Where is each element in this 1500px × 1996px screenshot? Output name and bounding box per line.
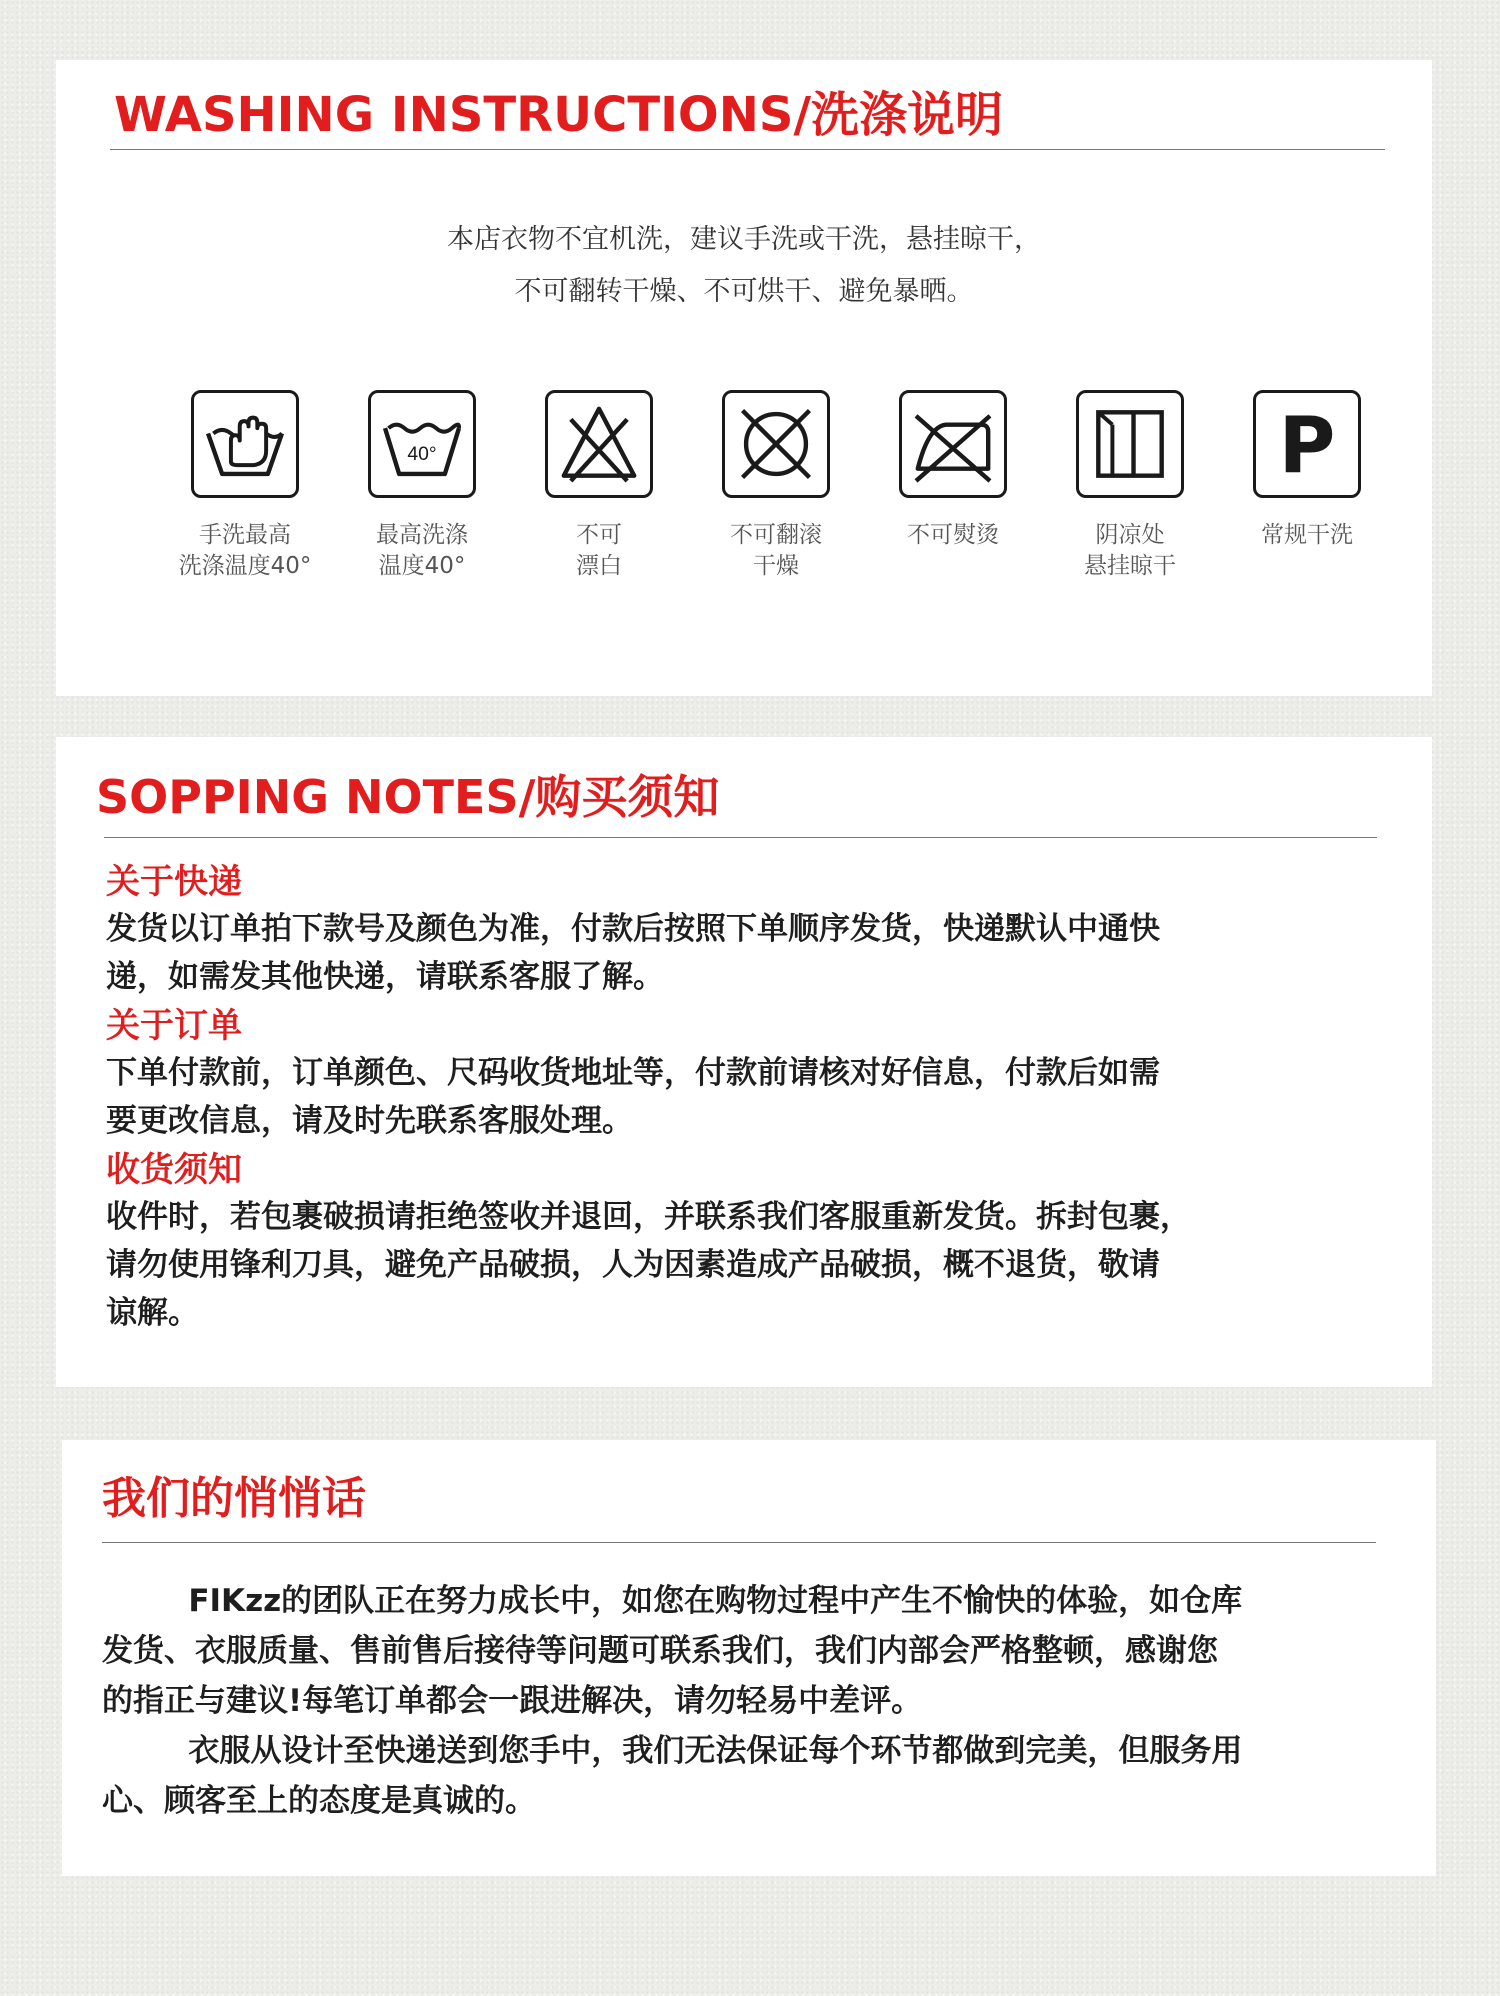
care-symbol-no-bleach (514, 390, 684, 582)
message-paragraph: FIKzz的团队正在努力成长中，如您在购物过程中产生不愉快的体验，如仓库 发货、衣服质量、售前售后接待等问题可联系我们，我们内部会严格整顿，感谢您 的指正与建议!每笔订单都会一跟进解决，请勿轻易中差评。 (102, 1583, 1243, 1719)
care-symbol-no-tumble-dry (691, 390, 861, 582)
care-symbols (56, 390, 1432, 650)
no-iron-icon (909, 400, 997, 488)
washing-intro (56, 214, 1432, 318)
care-symbol-label: 不可 漂白 (576, 522, 622, 579)
note-text-order: 下单付款前，订单颜色、尺码收货地址等，付款前请核对好信息，付款后如需 要更改信息，请及时先联系客服处理。 (106, 1055, 1160, 1139)
wash-40-icon (378, 400, 466, 488)
no-bleach-icon (555, 400, 643, 488)
note-heading-delivery: 关于快递 (106, 862, 242, 902)
note-heading-order: 关于订单 (106, 1006, 242, 1046)
message-title: 我们的悄悄话 (102, 1473, 366, 1524)
shopping-notes-body (106, 859, 1386, 1339)
intro-line: 本店衣物不宜机洗，建议手洗或干洗，悬挂晾干， (447, 224, 1041, 255)
care-symbol-no-iron (868, 390, 1038, 551)
care-symbol-label: 手洗最高 洗涤温度40° (178, 522, 312, 579)
no-tumble-dry-icon (732, 400, 820, 488)
message-paragraph: 衣服从设计至快递送到您手中，我们无法保证每个环节都做到完美，但服务用 心、顾客至上的态度是真诚的。 (102, 1733, 1243, 1819)
care-symbol-label: 不可翻滚 干燥 (730, 522, 822, 579)
care-symbol-dry-clean (1222, 390, 1392, 551)
shopping-notes-title: SOPPING NOTES/购买须知 (96, 770, 720, 824)
note-text-receiving: 收件时，若包裹破损请拒绝签收并退回，并联系我们客服重新发货。拆封包裹， 请勿使用锋利刀具，避免产品破损，人为因素造成产品破损，概不退货，敬请 谅解。 (106, 1199, 1191, 1331)
shopping-notes-divider (104, 837, 1377, 838)
care-symbol-hand-wash (160, 390, 330, 582)
care-symbol-label: 不可熨烫 (907, 522, 999, 548)
message-card (62, 1440, 1436, 1876)
washing-divider (110, 149, 1385, 150)
care-symbol-label: 常规干洗 (1261, 522, 1353, 548)
washing-title: WASHING INSTRUCTIONS/洗涤说明 (114, 87, 1004, 143)
message-body (102, 1576, 1402, 1826)
intro-line: 不可翻转干燥、不可烘干、避免暴晒。 (514, 276, 974, 307)
hand-wash-icon (201, 400, 289, 488)
care-symbol-label: 最高洗涤 温度40° (376, 522, 468, 579)
dry-clean-letter: P (1278, 401, 1336, 488)
dry-clean-p-icon (1263, 400, 1351, 488)
dry-flat-in-shade-icon (1086, 400, 1174, 488)
care-symbol-dry-in-shade (1045, 390, 1215, 582)
shopping-notes-card (56, 737, 1432, 1387)
wash-temp-text: 40° (407, 442, 437, 465)
care-symbol-wash-40 (337, 390, 507, 582)
note-heading-receiving: 收货须知 (106, 1150, 242, 1190)
note-text-delivery: 发货以订单拍下款号及颜色为准，付款后按照下单顺序发货，快递默认中通快 递，如需发其他快递，请联系客服了解。 (106, 911, 1160, 995)
message-divider (102, 1542, 1376, 1543)
care-symbol-label: 阴凉处 悬挂晾干 (1084, 522, 1176, 579)
washing-card (56, 60, 1432, 696)
